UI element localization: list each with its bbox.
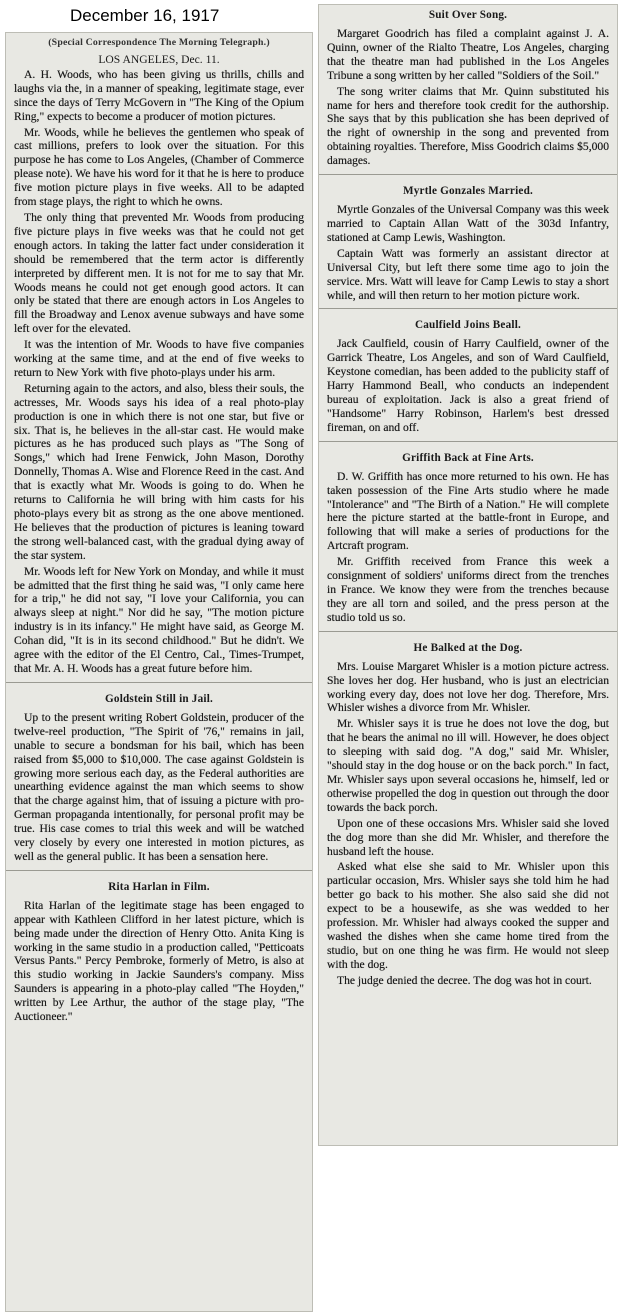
woods-paragraph: The only thing that prevented Mr. Woods from producing five picture plays in five weeks was that he could not get enough actors. In taking the latter fact under consideration it should be remembered that the term actor is differently interpreted by different men. It is not for me to say that Mr. Woods means he could not get enough good actors. It can only be stated that there are enough actors in Los Angeles to fill the Broadway and Lenox avenue subways and have some left over for the elevated. — [14, 210, 304, 336]
column-rule — [6, 870, 312, 871]
woods-paragraph: It was the intention of Mr. Woods to have five companies working at the same time, and at the end of five weeks to return to New York with five photo-plays under his arm. — [14, 338, 304, 379]
column-rule — [319, 631, 617, 632]
dog-paragraph: Asked what else she said to Mr. Whisler upon this particular occasion, Mrs. Whisler says she told him he had better go back to his mother. She also said she did not expect to be a housewife, as she was wedded to her profession. Mr. Whisler had always cooked the supper and washed the dishes when she came home tired from the studio, but on one thing he was firm. He would not sleep with the dog. — [327, 860, 609, 971]
woods-paragraph: Mr. Woods left for New York on Monday, and while it must be admitted that the first thing he said was, "I only came here for a trip," he did not say, "I love your California, you can always sleep at night." Nor did he say, "The motion picture industry is in its infancy." He might have said, as George M. Cohan did, "It is in its second childhood." But he didn't. We agree with the editor of the El Centro, Cal., Times-Trumpet, that Mr. A. H. Woods has a great future before him. — [14, 564, 304, 675]
dog-headline: He Balked at the Dog. — [413, 641, 523, 654]
column-rule — [6, 682, 312, 683]
column-rule — [319, 441, 617, 442]
correspondence-credit: (Special Correspondence The Morning Telegraph.) — [48, 37, 270, 48]
song-headline: Suit Over Song. — [428, 9, 508, 21]
griffith-paragraph: D. W. Griffith has once more returned to his own. He has taken possession of the Fine Arts studio where he made "Intolerance" and "The Birth of a Nation." He will complete here the picture started at the battle-front in Europe, and following that will make a series of productions for the Artcraft program. — [327, 469, 609, 553]
left-newspaper-column — [5, 32, 313, 1312]
column-rule — [319, 174, 617, 175]
griffith-paragraph: Mr. Griffith received from France this week a consignment of soldiers' uniforms direct from the trenches in France. We know they were from the trenches because they are all torn and soiled, and the press person at the studio told us so. — [327, 555, 609, 624]
gonzales-paragraph: Captain Watt was formerly an assistant director at Universal City, but left there some time ago to join the service. Mrs. Watt will leave for Camp Lewis to stay a short while, and will then return to her motion picture work. — [327, 246, 609, 302]
harlan-paragraph: Rita Harlan of the legitimate stage has been engaged to appear with Kathleen Clifford in her latest picture, which is being made under the direction of Henry Otto. Anita King is working in the same studio in a production called, "Petticoats Versus Pants." Percy Pembroke, formerly of Metro, is also at this studio working in Jackie Saunders's company. Miss Saunders is appearing in a photo-play called "The Hoyden," written by Lee Arthur, the author of the stage play, "The Auctioneer." — [14, 898, 304, 1024]
song-paragraph: Margaret Goodrich has filed a complaint against J. A. Quinn, owner of the Rialto Theatre, Los Angeles, charging that the theatre man had published in the Los Angeles Tribune a song written by her called "Soldiers of the Soil." — [327, 27, 609, 82]
song-paragraph: The song writer claims that Mr. Quinn substituted his name for hers and therefore took credit for the authorship. She says that by this publication she has been deprived of the right of ownership in the song and prevented from obtaining royalties. Therefore, Miss Goodrich claims $5,000 damages. — [327, 84, 609, 168]
gonzales-paragraph: Myrtle Gonzales of the Universal Company was this week married to Captain Allan Watt of the 303d Infantry, stationed at Camp Lewis, Washington. — [327, 203, 609, 244]
woods-paragraph: A. H. Woods, who has been giving us thrills, chills and laughs via the, in a manner of speaking, legitimate stage, ever since the days of Terry McGovern in "The King of the Opium Ring," expects to become a producer of motion pictures. — [14, 67, 304, 123]
woods-paragraph: Returning again to the actors, and also, bless their souls, the actresses, Mr. Woods says his idea of a real photo-play production is one in which there is not one star, but five or six. That is, he believes in the all-star cast. He would make pictures as he has produced such plays as "The Song of Songs," which had Irene Fenwick, John Mason, Dorothy Donnelly, Thomas A. Wise and Florence Reed in the cast. And that is exactly what Mr. Woods is going to do. When he returns to California he will bring with him casts for his photo-plays every bit as strong as the one above mentioned. He believes that the production of pictures is leaning toward the strong well-balanced cast, with the gradual dying away of the star system. — [14, 381, 304, 562]
caulfield-headline: Caulfield Joins Beall. — [414, 319, 522, 332]
dog-paragraph: Upon one of these occasions Mrs. Whisler said she loved the dog more than she did Mr. Whisler, and therefore the husband left the house. — [327, 816, 609, 858]
griffith-headline: Griffith Back at Fine Arts. — [402, 451, 534, 464]
woods-paragraph: Mr. Woods, while he believes the gentlemen who speak of cast millions, prefers to look over the situation. For this purpose he has come to Los Angeles, (Chamber of Commerce please note). We have his word for it that he is here to produce five motion picture plays in five weeks. All to be adapted from stage plays, the right to which he owns. — [14, 125, 304, 209]
dateline: LOS ANGELES, Dec. 11. — [98, 53, 220, 66]
clipping-date-label: December 16, 1917 — [70, 6, 220, 25]
gonzales-headline: Myrtle Gonzales Married. — [403, 185, 533, 198]
goldstein-paragraph: Up to the present writing Robert Goldstein, producer of the twelve-reel production, "The Spirit of '76," remains in jail, unable to secure a bondsman for his bail, which has been raised from $5,000 to $10,000. The case against Goldstein is growing more serious each day, as the Federal authorities are unearthing evidence against the man which seems to show that the charge against him, that of issuing a picture with pro-German propaganda intentionally, for personal profit may be true. His case comes to trial this week and will be watched very closely by every one interested in motion pictures, as well as the general public. It has been a sensation here. — [14, 710, 304, 863]
right-newspaper-column — [318, 4, 618, 1146]
caulfield-paragraph: Jack Caulfield, cousin of Harry Caulfield, owner of the Garrick Theatre, Los Angeles, and son of Ward Caulfield, Keystone comedian, has been added to the publicity staff of Harry Hammond Beall, who conducts an independent bureau of exploitation. Jack is also a great friend of "Handsome" Harry Robinson, Harlem's best dressed fireman, on and off. — [327, 337, 609, 434]
dog-paragraph: Mrs. Louise Margaret Whisler is a motion picture actress. She loves her dog. Her husband, who is just an electrician working every day, does not love her dog. Therefore, Mrs. Whisler wishes a divorce from Mr. Whisler. — [327, 659, 609, 715]
dog-paragraph: Mr. Whisler says it is true he does not love the dog, but that he bears the animal no ill will. However, he does object to sleeping with said dog. "A dog," said Mr. Whisler, "should stay in the dog house or on the back porch." In fact, Mr. Whisler says upon several occasions he, himself, led or otherwise propelled the dog in question out through the door towards the back porch. — [327, 717, 609, 814]
column-rule — [319, 308, 617, 309]
goldstein-headline: Goldstein Still in Jail. — [105, 692, 213, 705]
dog-paragraph: The judge denied the decree. The dog was hot in court. — [337, 973, 592, 987]
harlan-headline: Rita Harlan in Film. — [108, 880, 210, 893]
